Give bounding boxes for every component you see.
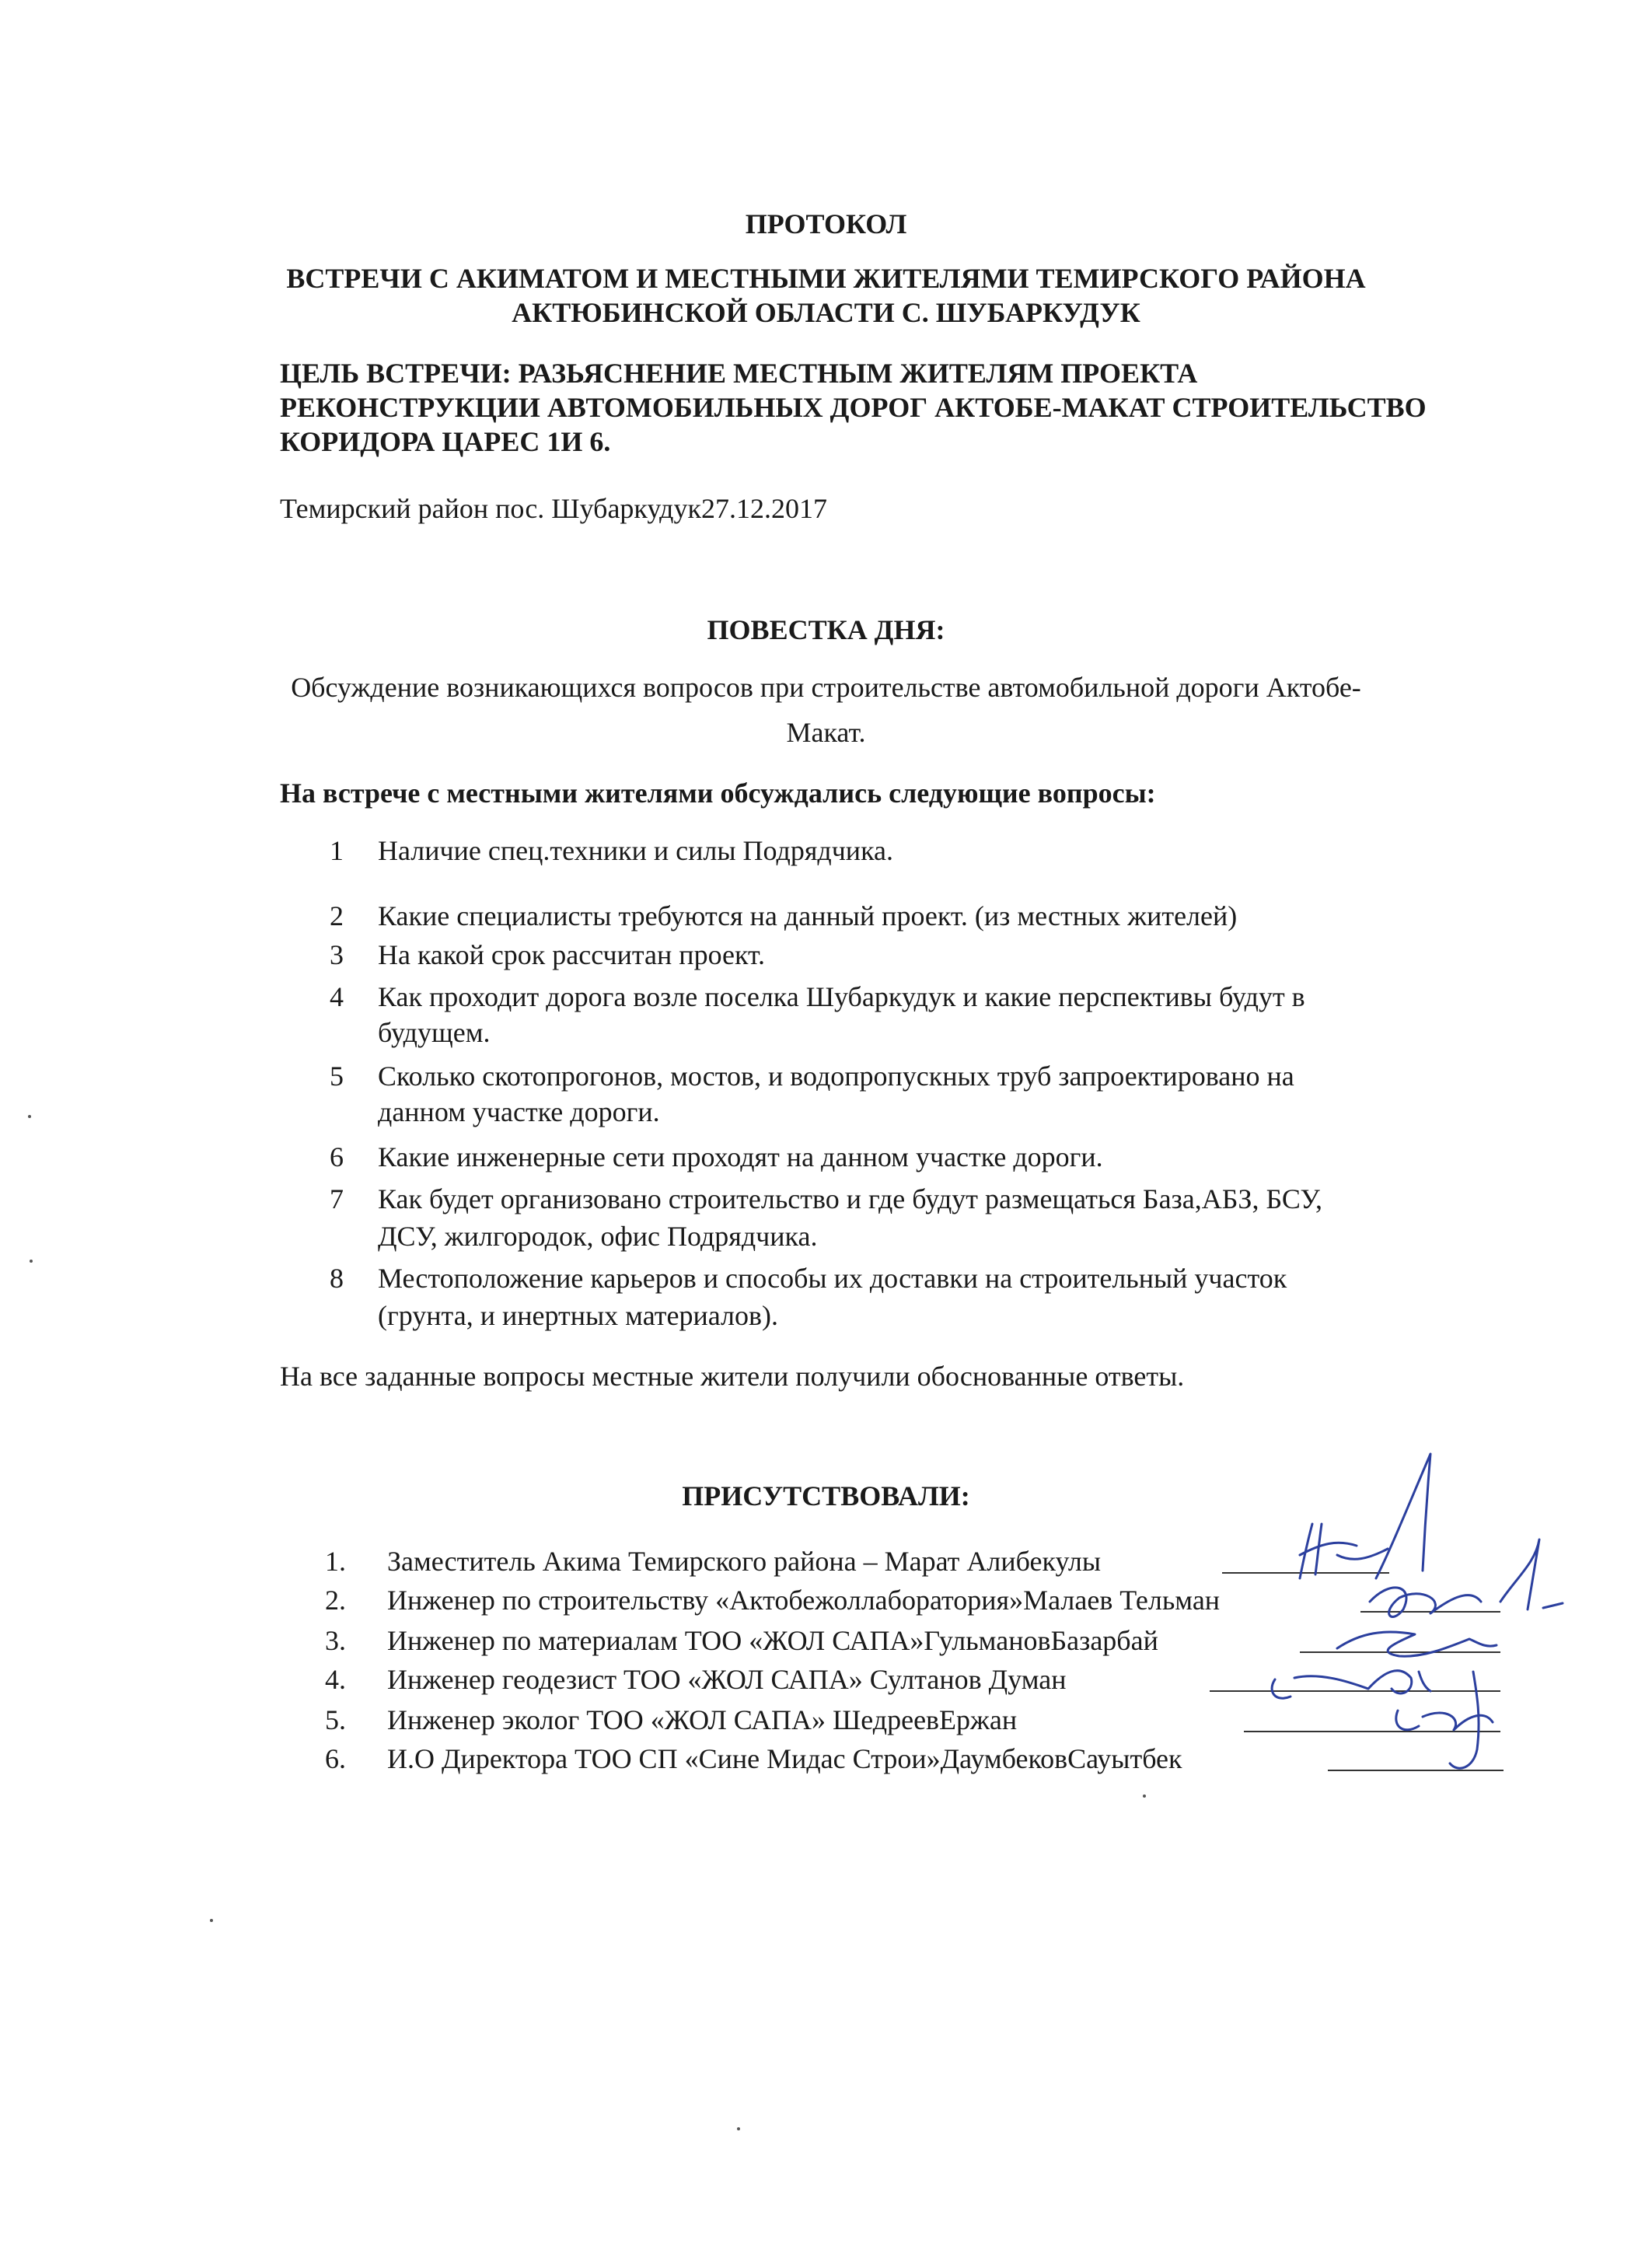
question-number: 5 xyxy=(330,1061,344,1092)
question-text-continued: ДСУ, жилгородок, офис Подрядчика. xyxy=(378,1221,818,1252)
purpose-line-1: ЦЕЛЬ ВСТРЕЧИ: РАЗЬЯСНЕНИЕ МЕСТНЫМ ЖИТЕЛЯМ ПРОЕКТА xyxy=(280,358,1198,389)
attendee-number: 5. xyxy=(325,1704,346,1735)
subtitle-line-2: АКТЮБИНСКОЙ ОБЛАСТИ С. ШУБАРКУДУК xyxy=(512,297,1140,328)
attendee-number: 3. xyxy=(325,1625,346,1656)
question-text-continued: (грунта, и инертных материалов). xyxy=(378,1300,778,1331)
purpose-line-2: РЕКОНСТРУКЦИИ АВТОМОБИЛЬНЫХ ДОРОГ АКТОБЕ-МАКАТ СТРОИТЕЛЬСТВО xyxy=(280,392,1427,423)
purpose-line-3: КОРИДОРА ЦАРЕС 1И 6. xyxy=(280,426,611,457)
signature-4 xyxy=(1272,1671,1430,1699)
question-number: 8 xyxy=(330,1263,344,1294)
questions-intro: На встрече с местными жителями обсуждались следующие вопросы: xyxy=(280,778,1156,809)
question-text: На какой срок рассчитан проект. xyxy=(378,939,766,970)
attendee-name: И.О Директора ТОО СП «Сине Мидас Строи»ДаумбековСауытбек xyxy=(387,1743,1182,1774)
question-number: 4 xyxy=(330,981,344,1012)
agenda-heading: ПОВЕСТКА ДНЯ: xyxy=(707,614,945,645)
question-text: Сколько скотопрогонов, мостов, и водопропускных труб запроектировано на xyxy=(378,1061,1294,1092)
question-text-continued: данном участке дороги. xyxy=(378,1096,660,1127)
question-text: Какие инженерные сети проходят на данном участке дороги. xyxy=(378,1141,1103,1172)
question-text-continued: будущем. xyxy=(378,1017,491,1048)
question-text: Местоположение карьеров и способы их доставки на строительный участок xyxy=(378,1263,1287,1294)
attendee-name: Инженер по строительству «Актобежоллаборатория»Малаев Тельман xyxy=(387,1585,1221,1616)
attendee-number: 1. xyxy=(325,1546,346,1577)
question-text: Какие специалисты требуются на данный проект. (из местных жителей) xyxy=(378,900,1238,931)
question-text: Как будет организовано строительство и где будут размещаться База,АБЗ, БСУ, xyxy=(378,1183,1323,1214)
place-date: Темирский район пос. Шубаркудук27.12.2017 xyxy=(280,493,827,524)
attendees-heading: ПРИСУТСТВОВАЛИ: xyxy=(682,1480,970,1511)
question-text: Как проходит дорога возле поселка Шубаркудук и какие перспективы будут в xyxy=(378,981,1305,1012)
signature-1 xyxy=(1300,1454,1430,1578)
attendee-name: Заместитель Акима Темирского района – Марат Алибекулы xyxy=(387,1546,1102,1577)
question-text: Наличие спец.техники и силы Подрядчика. xyxy=(378,835,893,866)
scan-speck xyxy=(30,1260,33,1263)
scan-speck xyxy=(1143,1794,1146,1798)
attendee-name: Инженер по материалам ТОО «ЖОЛ САПА»ГульмановБазарбай xyxy=(387,1625,1158,1656)
scan-speck xyxy=(737,2127,740,2130)
question-number: 1 xyxy=(330,835,344,866)
attendee-number: 2. xyxy=(325,1585,346,1616)
scan-speck xyxy=(210,1919,213,1922)
question-number: 6 xyxy=(330,1141,344,1172)
question-number: 3 xyxy=(330,939,344,970)
agenda-line-2: Макат. xyxy=(786,717,866,748)
signature-3 xyxy=(1337,1632,1497,1656)
question-number: 7 xyxy=(330,1183,344,1214)
question-number: 2 xyxy=(330,900,344,931)
conclusion: На все заданные вопросы местные жители получили обоснованные ответы. xyxy=(280,1361,1185,1392)
scan-speck xyxy=(28,1115,31,1118)
signature-2 xyxy=(1370,1539,1563,1616)
agenda-line-1: Обсуждение возникающихся вопросов при строительстве автомобильной дороги Актобе- xyxy=(291,672,1361,703)
attendee-name: Инженер эколог ТОО «ЖОЛ САПА» ШедреевЕржан xyxy=(387,1704,1018,1735)
attendee-name: Инженер геодезист ТОО «ЖОЛ САПА» Султанов Думан xyxy=(387,1664,1067,1695)
subtitle-line-1: ВСТРЕЧИ С АКИМАТОМ И МЕСТНЫМИ ЖИТЕЛЯМИ ТЕМИРСКОГО РАЙОНА xyxy=(286,263,1366,294)
attendee-number: 6. xyxy=(325,1743,346,1774)
attendee-number: 4. xyxy=(325,1664,346,1695)
document-title: ПРОТОКОЛ xyxy=(745,208,907,239)
